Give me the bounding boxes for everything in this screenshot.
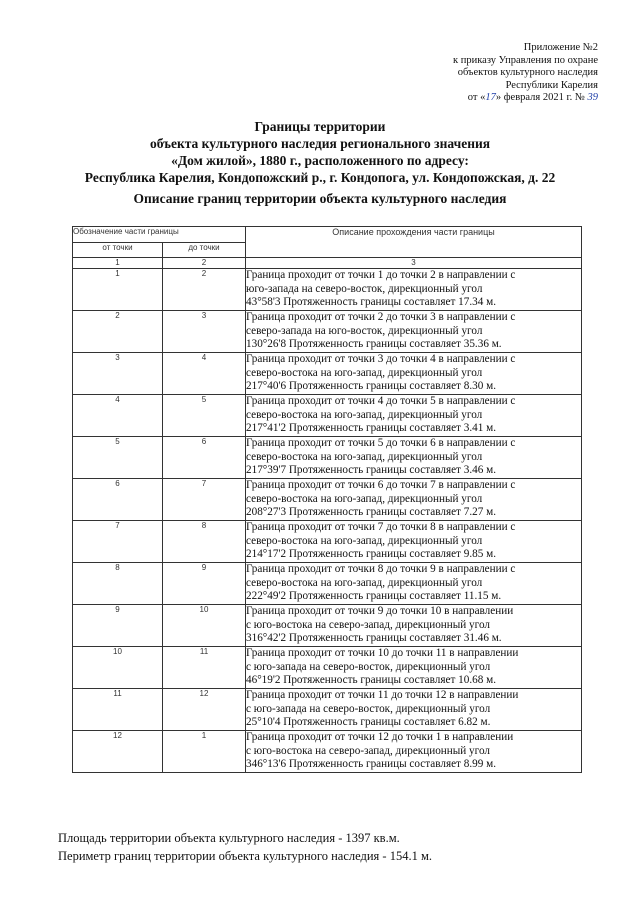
to-point-cell: 11 [163,647,246,689]
description-line: Граница проходит от точки 9 до точки 10 в направлении [246,605,514,617]
to-point-cell: 12 [163,689,246,731]
table-row [73,731,582,773]
description-cell [246,605,582,647]
to-point-cell: 8 [163,521,246,563]
from-point-cell: 2 [73,311,163,353]
table-row [73,689,582,731]
description-line: 217°39'7 Протяженность границы составляет 3.46 м. [246,464,496,476]
description-line: северо-востока на юго-запад, дирекционный угол [246,534,483,547]
from-point-cell: 4 [73,395,163,437]
description-line: Граница проходит от точки 1 до точки 2 в направлении с [246,269,516,281]
order-number: 39 [587,92,598,103]
description-line: северо-востока на юго-запад, дирекционный угол [246,576,483,589]
description-line: северо-запада на юго-восток, дирекционный угол [246,324,483,337]
title-line-1: Границы территории [254,119,386,134]
description-cell [246,479,582,521]
to-point-cell: 1 [163,731,246,773]
description-cell [246,731,582,773]
from-point-cell: 12 [73,731,163,773]
description-line: 217°41'2 Протяженность границы составляет 3.41 м. [246,422,496,434]
from-point-cell: 5 [73,437,163,479]
description-line: 25°10'4 Протяженность границы составляет 6.82 м. [246,716,491,728]
description-line: юго-запада на северо-восток, дирекционный угол [246,282,483,295]
description-line: 222°49'2 Протяженность границы составляет 11.15 м. [246,590,502,602]
to-point-cell: 6 [163,437,246,479]
title-line-3: «Дом жилой», 1880 г., расположенного по адресу: [171,153,469,168]
description-line: Граница проходит от точки 7 до точки 8 в направлении с [246,521,516,533]
description-line: Граница проходит от точки 12 до точки 1 в направлении [246,731,514,743]
description-cell [246,311,582,353]
group-header: Обозначение части границы [73,227,246,243]
to-header: до точки [163,243,246,258]
table-row [73,437,582,479]
description-cell [246,647,582,689]
to-point-cell: 10 [163,605,246,647]
description-cell [246,395,582,437]
to-point-cell: 9 [163,563,246,605]
description-line: с юго-востока на северо-запад, дирекционный угол [246,618,490,631]
description-cell [246,563,582,605]
title-line-4: Республика Карелия, Кондопожский р., г. Кондопога, ул. Кондопожская, д. 22 [84,170,556,185]
description-line: Граница проходит от точки 4 до точки 5 в направлении с [246,395,516,407]
to-point-cell: 7 [163,479,246,521]
description-line: 217°40'6 Протяженность границы составляет 8.30 м. [246,380,496,392]
description-cell [246,353,582,395]
description-line: 346°13'6 Протяженность границы составляет 8.99 м. [246,758,496,770]
index-row [73,258,582,269]
area-line: Площадь территории объекта культурного наследия - 1397 кв.м. [58,831,400,845]
table-row [73,311,582,353]
description-line: Граница проходит от точки 3 до точки 4 в направлении с [246,353,516,365]
description-line: северо-востока на юго-запад, дирекционный угол [246,450,483,463]
from-point-cell: 9 [73,605,163,647]
table-row [73,605,582,647]
description-line: Граница проходит от точки 11 до точки 12 в направлении [246,689,519,701]
description-line: северо-востока на юго-запад, дирекционный угол [246,492,483,505]
description-line: 46°19'2 Протяженность границы составляет 10.68 м. [246,674,496,686]
from-point-cell: 7 [73,521,163,563]
description-cell [246,689,582,731]
to-point-cell: 2 [163,269,246,311]
description-line: 208°27'3 Протяженность границы составляет 7.27 м. [246,506,496,518]
description-cell [246,437,582,479]
from-point-cell: 10 [73,647,163,689]
description-line: 130°26'8 Протяженность границы составляет 35.36 м. [246,338,502,350]
from-point-cell: 8 [73,563,163,605]
to-point-cell: 5 [163,395,246,437]
description-line: 316°42'2 Протяженность границы составляет 31.46 м. [246,632,502,644]
description-line: Граница проходит от точки 5 до точки 6 в направлении с [246,437,516,449]
description-line: Граница проходит от точки 8 до точки 9 в направлении с [246,563,516,575]
table-row [73,353,582,395]
section-subtitle: Описание границ территории объекта культурного наследия [133,191,507,206]
appendix-block [398,42,598,105]
table-row [73,479,582,521]
index-cell: 1 [73,258,163,269]
boundary-table [72,226,582,773]
description-line: с юго-запада на северо-восток, дирекционный угол [246,702,491,715]
from-point-cell: 6 [73,479,163,521]
from-point-cell: 11 [73,689,163,731]
to-point-cell: 3 [163,311,246,353]
from-header: от точки [73,243,163,258]
table-row [73,647,582,689]
document-title [40,118,600,186]
to-point-cell: 4 [163,353,246,395]
appendix-date-line [398,92,598,105]
table-row [73,563,582,605]
appendix-line-1: Приложение №2 [523,42,598,53]
index-cell: 2 [163,258,246,269]
appendix-line-3: объектов культурного наследия [457,67,598,78]
date-day: 17 [485,92,496,103]
table-row [73,395,582,437]
index-cell: 3 [246,258,582,269]
desc-header: Описание прохождения части границы [246,227,582,258]
date-prefix: от « [467,92,486,103]
description-line: северо-востока на юго-запад, дирекционный угол [246,366,483,379]
description-cell [246,521,582,563]
description-line: 43°58'3 Протяженность границы составляет 17.34 м. [246,296,496,308]
date-suffix: » февраля 2021 г. № [495,92,585,103]
description-cell [246,269,582,311]
description-line: Граница проходит от точки 6 до точки 7 в направлении с [246,479,516,491]
perimeter-line: Периметр границ территории объекта культурного наследия - 154.1 м. [58,849,432,863]
title-line-2: объекта культурного наследия регионального значения [149,136,491,151]
description-line: Граница проходит от точки 10 до точки 11 в направлении [246,647,519,659]
table-row [73,521,582,563]
table-row [73,269,582,311]
from-point-cell: 1 [73,269,163,311]
totals-block [58,829,432,865]
description-line: 214°17'2 Протяженность границы составляет 9.85 м. [246,548,496,560]
appendix-line-4: Республики Карелия [505,79,598,91]
appendix-line-2: к приказу Управления по охране [453,54,598,66]
from-point-cell: 3 [73,353,163,395]
description-line: с юго-запада на северо-восток, дирекционный угол [246,660,491,673]
description-line: северо-востока на юго-запад, дирекционный угол [246,408,483,421]
description-line: с юго-востока на северо-запад, дирекционный угол [246,744,490,757]
description-line: Граница проходит от точки 2 до точки 3 в направлении с [246,311,516,323]
